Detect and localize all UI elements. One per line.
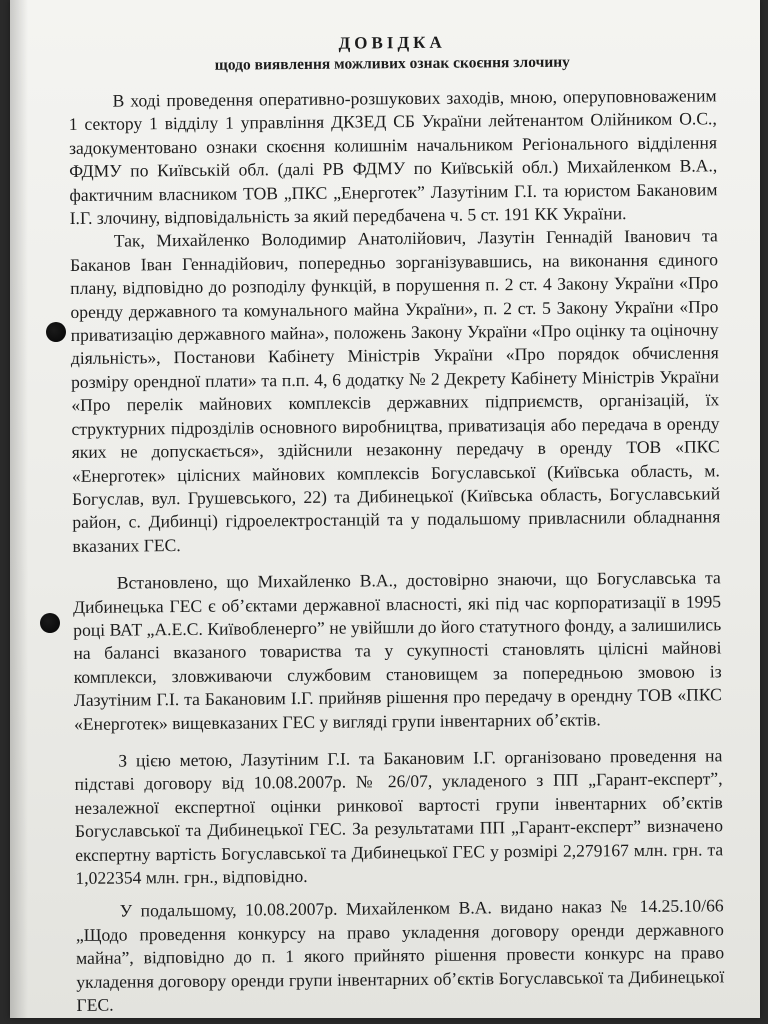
binder-hole-marker — [46, 322, 66, 342]
paragraph-scheme: Так, Михайленко Володимир Анатолійович, Лазутін Геннадій Іванович та Баканов Іван Геннадійович, попередньо зорганізувавшись, на виконання єдиного плану, відповідно до розподілу функцій, в порушення п. 2 ст. 4 Закону України «Про оренду державного та комунального майна України», п. 2 ст. 5 Закону України «Про приватизацію державного майна», положень Закону України «Про оцінку та оціночну діяльність», Постанови Кабінету Міністрів України «Про порядок обчислення розміру орендної плати» та п.п. 4, 6 додатку № 2 Декрету Кабінету Міністрів України «Про перелік майнових комплексів державних підприємств, організацій, їх структурних підрозділів основного виробництва, приватизація або передача в оренду яких не допускається», здійснили незаконну передачу в оренду ТОВ «ПКС «Енерготек» цілісних майнових комплексів Богуславської (Київська область, м. Богуслав, вул. Грушевського, 22) та Дибинецької (Київська область, Богуславський район, с. Дибинці) гідроелектростанцій та у подальшому привласнили обладнання вказаних ГЕС. — [69, 225, 721, 556]
paragraph-order: У подальшому, 10.08.2007р. Михайленком В.А. видано наказ № 14.25.10/66 „Щодо проведення конкурсу на право укладення договору оренди державного майна”, відповідно до п. 1 якого прийнято рішення провести конкурс на право укладення договору оренди групи інвентарних об’єктів Богуславської та Дибинецької ГЕС. — [75, 895, 725, 1015]
paragraph-valuation: З цією метою, Лазутіним Г.І. та Бакановим І.Г. організовано проведення на підставі договору від 10.08.2007р. № 26/07, укладеного з ПП „Гарант-експерт”, незалежної експертної оцінки ринкової вартості групи інвентарних об’єктів Богуславської та Дибинецької ГЕС. За результатами ПП „Гарант-експерт” визначено експертну вартість Богуславської та Дибинецької ГЕС у розмірі 2,279167 млн. грн. та 1,022354 млн. грн., відповідно. — [74, 745, 724, 888]
document-subtitle: щодо виявлення можливих ознак скоєння злочину — [214, 53, 570, 74]
document-sheet — [10, 0, 760, 1018]
paragraph-intro: В ході проведення оперативно-розшукових заходів, мною, оперуповноваженим 1 сектору 1 відділу 1 управління ДКЗЕД СБ України лейтенантом Олійником О.С., задокументовано ознаки скоєння колишнім начальником Регіонального відділення ФДМУ по Київській обл. (далі РВ ФДМУ по Київській обл.) Михайленком В.А., фактичним власником ТОВ „ПКС „Енерготек” Лазутіним Г.І. та юристом Бакановим І.Г. злочину, відповідальність за який передбачена ч. 5 ст. 191 КК України. — [68, 85, 718, 229]
paragraph-findings: Встановлено, що Михайленко В.А., достовірно знаючи, що Богуславська та Дибинецька ГЕС є об’єктами державної власності, які під час корпоратизації в 1995 році ВАТ „А.Е.С. Київобленерго” не увійшли до його статутного фонду, а залишились на балансі вказаного товариства та у сукупності становлять цілісні майнові комплекси, зловживаючи службовим становищем за попередньою змовою із Лазутіним Г.І. та Бакановим І.Г. прийняв рішення про передачу в орендну ТОВ «ПКС «Енерготек» вищевказаних ГЕС у вигляді групи інвентарних об’єктів. — [72, 567, 722, 734]
binder-hole-marker — [40, 613, 60, 633]
document-body — [68, 24, 725, 1017]
document-title: ДОВІДКА — [338, 32, 446, 53]
page-edge-shadow — [10, 0, 28, 1018]
